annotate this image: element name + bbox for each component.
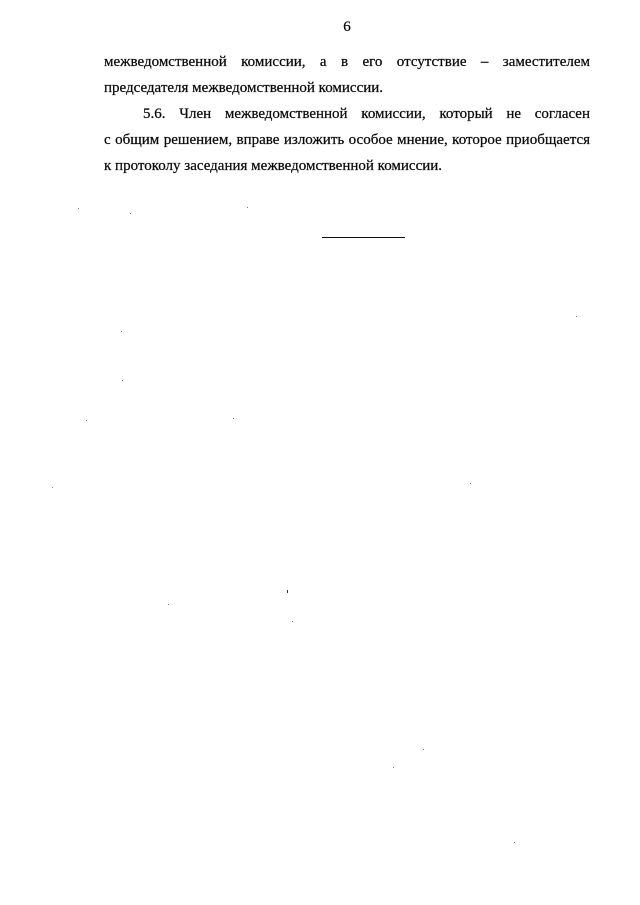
scan-speck: [52, 487, 53, 488]
scan-speck: [122, 380, 123, 381]
text-line: к протоколу заседания межведомственной комиссии.: [104, 158, 443, 174]
scan-speck: [121, 331, 122, 332]
page-number: 6: [343, 19, 351, 35]
scan-speck: [247, 207, 248, 208]
text-line: межведомственной комиссии, а в его отсутствие – заместителем: [104, 54, 590, 70]
paragraph-5-6: [104, 101, 590, 179]
body-text: [104, 49, 590, 179]
scan-speck: [78, 208, 79, 209]
scan-speck: [576, 316, 577, 317]
scan-speck: [393, 767, 394, 768]
scan-speck: [470, 483, 471, 484]
scan-speck: [287, 590, 288, 593]
separator-line: [322, 237, 405, 238]
scan-speck: [514, 842, 515, 843]
scan-speck: [168, 604, 169, 605]
scan-speck: [86, 420, 87, 421]
text-line: 5.6. Член межведомственной комиссии, который не согласен: [143, 106, 590, 122]
paragraph-continuation: [104, 49, 590, 101]
text-line: с общим решением, вправе изложить особое мнение, которое приобщается: [104, 132, 590, 148]
text-line: председателя межведомственной комиссии.: [104, 80, 384, 96]
scan-speck: [233, 418, 234, 419]
scan-speck: [292, 621, 293, 622]
scan-speck: [423, 749, 424, 750]
scan-speck: [130, 213, 131, 214]
